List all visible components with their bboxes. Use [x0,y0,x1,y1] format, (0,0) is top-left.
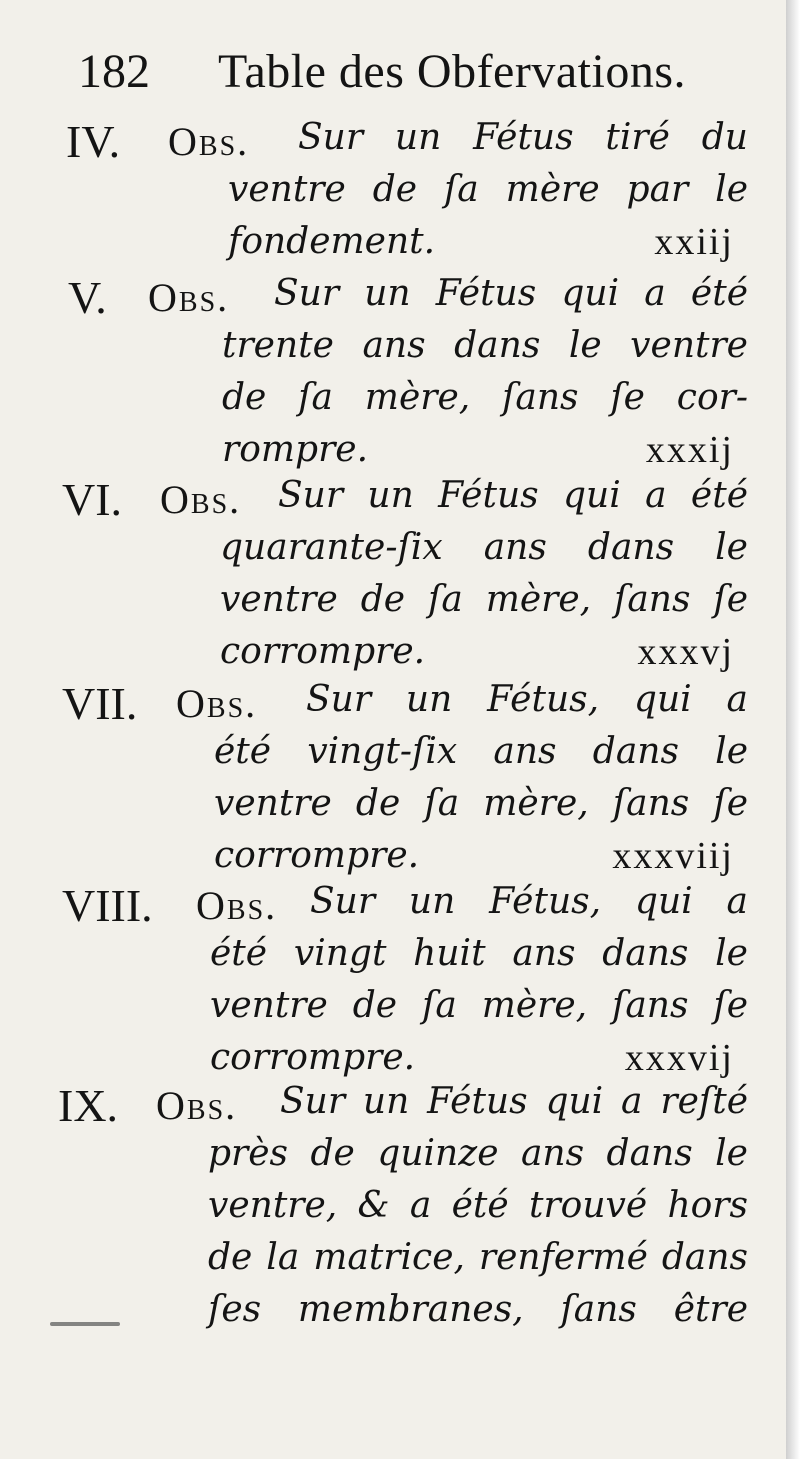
entry-number: VIII. [62,880,153,931]
page-reference: xxxvij [624,1037,734,1079]
text-line: ſes membranes, ſans être [208,1289,748,1330]
text-line: été vingt-ſix ans dans le [214,731,748,772]
text-line: été vingt huit ans dans le [210,933,748,974]
text-line: près de quinze ans dans le [208,1133,748,1174]
ink-smudge [50,1322,120,1326]
text-line: corrompre. [210,1037,416,1078]
obs-label: Obs. [168,119,250,164]
text-line: Sur un Fétus tiré du [298,117,748,158]
page-reference: xxxij [645,429,734,471]
text-line: rompre. [222,429,369,470]
obs-label: Obs. [160,477,242,522]
text-line: Sur un Fétus, qui a [310,881,748,922]
entry-number: V. [68,272,107,323]
obs-label: Obs. [148,275,230,320]
page-edge [786,0,800,1459]
text-line: ventre de ſa mère, ſans ſe [220,579,748,620]
text-line: corrompre. [214,835,420,876]
page-reference: xxxvj [637,631,734,673]
entry-number: IX. [58,1080,119,1131]
page-number: 182 [78,45,150,98]
text-line: corrompre. [220,631,426,672]
entry-number: IV. [66,116,121,167]
text-line: fondement. [228,221,436,262]
text-line: ventre de ſa mère, ſans ſe [210,985,748,1026]
text-line: Sur un Fétus qui a reſté [280,1081,748,1122]
running-title: Table des Obfervations. [218,45,686,98]
obs-label: Obs. [196,883,278,928]
entry-text [208,1076,748,1336]
obs-label: Obs. [156,1083,238,1128]
text-line: de ſa mère, ſans ſe cor- [222,377,748,418]
text-line: Sur un Fétus qui a été [278,475,748,516]
page-reference: xxxviij [612,835,734,877]
text-line: ventre de ſa mère par le [228,169,748,210]
text-line: ventre, & a été trouvé hors [208,1185,748,1226]
text-line: trente ans dans le ventre [222,325,748,366]
text-line: Sur un Fétus qui a été [274,273,748,314]
text-line: de la matrice, renfermé dans [208,1237,748,1278]
running-header [78,42,728,102]
entry-number: VII. [62,678,138,729]
text-line: quarante-ſix ans dans le [220,527,748,568]
text-line: Sur un Fétus, qui a [306,679,748,720]
page-reference: xxiij [654,221,734,263]
obs-label: Obs. [176,681,258,726]
entry-number: VI. [62,474,123,525]
text-line: ventre de ſa mère, ſans ſe [214,783,748,824]
